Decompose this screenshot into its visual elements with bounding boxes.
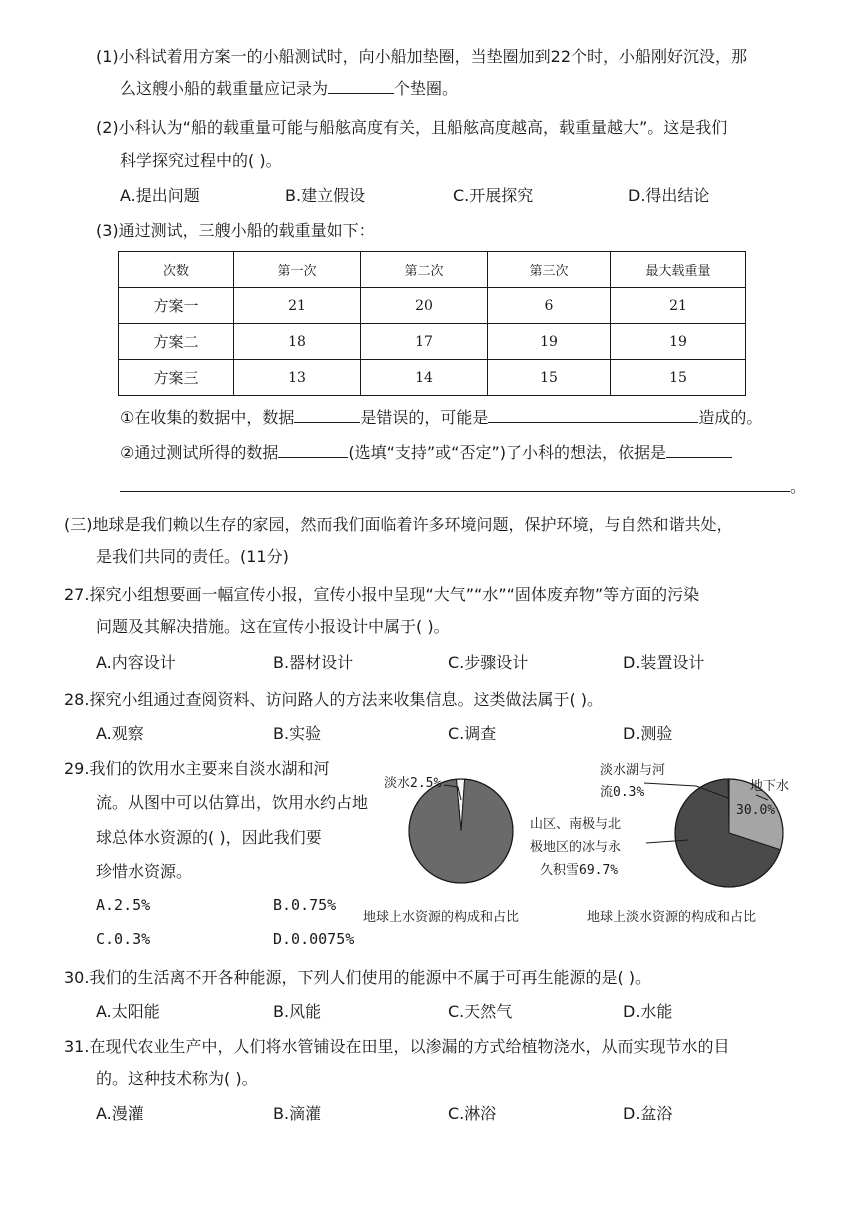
pie2-label-ice-3: 久积雪69.7% xyxy=(540,863,619,878)
q2-option-d[interactable]: D.得出结论 xyxy=(628,186,710,205)
q29-option-a[interactable]: A.2.5% xyxy=(96,896,151,914)
table-row xyxy=(119,288,746,324)
q31-option-d[interactable]: D.盆浴 xyxy=(623,1104,673,1123)
table-cell: 13 xyxy=(234,360,361,396)
table-cell: 21 xyxy=(234,288,361,324)
q3-sub2-text-b: (选填“支持”或“否定”)了小科的想法，依据是 xyxy=(348,443,667,462)
table-cell: 方案一 xyxy=(119,288,234,324)
q29-line2: 流。从图中可以估算出，饮用水约占地 xyxy=(96,793,369,812)
table-header-row xyxy=(119,252,746,288)
q3-sub2 xyxy=(120,440,732,463)
q30-line1: 30.我们的生活离不开各种能源，下列人们使用的能源中不属于可再生能源的是( )。 xyxy=(64,968,652,987)
table-header-cell: 第二次 xyxy=(361,252,488,288)
table-header-cell: 次数 xyxy=(119,252,234,288)
q28-option-c[interactable]: C.调查 xyxy=(448,724,497,743)
q30-option-c[interactable]: C.天然气 xyxy=(448,1002,513,1021)
q31-option-a[interactable]: A.漫灌 xyxy=(96,1104,144,1123)
section3-line1: (三)地球是我们赖以生存的家园，然而我们面临着许多环境问题，保护环境，与自然和谐共处， xyxy=(64,515,733,534)
pie2-title: 地球上淡水资源的构成和占比 xyxy=(587,910,757,925)
pie2-label-lake-river-1: 淡水湖与河 xyxy=(600,763,666,778)
q3-sub1-text-a: ①在收集的数据中，数据 xyxy=(120,408,295,427)
table-row xyxy=(119,360,746,396)
q3-reason-blank-2[interactable] xyxy=(120,477,790,492)
q2-option-b[interactable]: B.建立假设 xyxy=(285,186,366,205)
section3-line2: 是我们共同的责任。(11分) xyxy=(96,547,289,566)
q31-option-b[interactable]: B.滴灌 xyxy=(273,1104,322,1123)
q31-line2: 的。这种技术称为( )。 xyxy=(96,1069,258,1088)
q29-line4: 珍惜水资源。 xyxy=(96,862,193,881)
table-header-cell: 第三次 xyxy=(488,252,611,288)
q2-line2: 科学探究过程中的( )。 xyxy=(120,151,282,170)
q3-sub2-end: 。 xyxy=(790,477,807,496)
q29-option-b[interactable]: B.0.75% xyxy=(273,896,337,914)
table-cell: 6 xyxy=(488,288,611,324)
pie1-slice-label-fresh: 淡水2.5% xyxy=(384,776,442,791)
q28-option-a[interactable]: A.观察 xyxy=(96,724,144,743)
q2-option-a[interactable]: A.提出问题 xyxy=(120,186,200,205)
pie2-label-lake-river-2: 流0.3% xyxy=(600,785,645,800)
q28-option-d[interactable]: D.测验 xyxy=(623,724,673,743)
q3-reason-line xyxy=(120,474,806,497)
q1-line1: (1)小科试着用方案一的小船测试时，向小船加垫圈，当垫圈加到22个时，小船刚好沉没，那 xyxy=(96,47,748,66)
q30-option-d[interactable]: D.水能 xyxy=(623,1002,673,1021)
table-header-cell: 最大载重量 xyxy=(611,252,746,288)
pie2-label-ice-1: 山区、南极与北 xyxy=(530,817,622,832)
q27-option-b[interactable]: B.器材设计 xyxy=(273,653,354,672)
q3-sub1-text-c: 造成的。 xyxy=(698,408,763,427)
q2-option-c[interactable]: C.开展探究 xyxy=(453,186,534,205)
q27-option-a[interactable]: A.内容设计 xyxy=(96,653,176,672)
table-cell: 19 xyxy=(488,324,611,360)
q3-sub1-text-b: 是错误的，可能是 xyxy=(360,408,489,427)
q28-line1: 28.探究小组通过查阅资料、访问路人的方法来收集信息。这类做法属于( )。 xyxy=(64,690,604,709)
q31-line1: 31.在现代农业生产中，人们将水管铺设在田里，以渗漏的方式给植物浇水，从而实现节水的目 xyxy=(64,1037,730,1056)
table-cell: 15 xyxy=(611,360,746,396)
table-cell: 18 xyxy=(234,324,361,360)
pie2-label-groundwater-2: 30.0% xyxy=(736,803,776,818)
table-cell: 21 xyxy=(611,288,746,324)
q29-line1: 29.我们的饮用水主要来自淡水湖和河 xyxy=(64,759,330,778)
table-cell: 20 xyxy=(361,288,488,324)
q2-line1: (2)小科认为“船的载重量可能与船舷高度有关，且船舷高度越高，载重量越大”。这是我们 xyxy=(96,118,728,137)
q29-option-d[interactable]: D.0.0075% xyxy=(273,930,355,948)
table-cell: 19 xyxy=(611,324,746,360)
q27-option-d[interactable]: D.装置设计 xyxy=(623,653,705,672)
freshwater-resources-pie-chart xyxy=(528,756,828,904)
table-cell: 14 xyxy=(361,360,488,396)
q3-sub2-text-a: ②通过测试所得的数据 xyxy=(120,443,279,462)
results-table xyxy=(118,251,746,396)
table-cell: 17 xyxy=(361,324,488,360)
q30-option-a[interactable]: A.太阳能 xyxy=(96,1002,160,1021)
q3-support-blank[interactable] xyxy=(278,443,348,458)
q27-line1: 27.探究小组想要画一幅宣传小报，宣传小报中呈现“大气”“水”“固体废弃物”等方面的污染 xyxy=(64,585,700,604)
table-cell: 方案三 xyxy=(119,360,234,396)
q3-wrong-data-blank[interactable] xyxy=(294,408,360,423)
q30-option-b[interactable]: B.风能 xyxy=(273,1002,322,1021)
pie2-label-ice-2: 极地区的冰与永 xyxy=(530,840,622,855)
q3-cause-blank[interactable] xyxy=(488,408,698,423)
table-header-cell: 第一次 xyxy=(234,252,361,288)
q29-option-c[interactable]: C.0.3% xyxy=(96,930,151,948)
q31-option-c[interactable]: C.淋浴 xyxy=(448,1104,497,1123)
q29-line3: 球总体水资源的( )，因此我们要 xyxy=(96,828,322,847)
q28-option-b[interactable]: B.实验 xyxy=(273,724,322,743)
table-row xyxy=(119,324,746,360)
table-cell: 15 xyxy=(488,360,611,396)
q3-sub1 xyxy=(120,405,762,428)
q27-line2: 问题及其解决措施。这在宣传小报设计中属于( )。 xyxy=(96,617,450,636)
pie1-title: 地球上水资源的构成和占比 xyxy=(363,910,520,925)
pie2-label-groundwater-1: 地下水 xyxy=(750,779,790,794)
q1-answer-blank[interactable] xyxy=(328,79,394,94)
q27-option-c[interactable]: C.步骤设计 xyxy=(448,653,529,672)
q1-text-b: 个垫圈。 xyxy=(394,79,459,98)
q1-line2 xyxy=(120,76,458,99)
table-cell: 方案二 xyxy=(119,324,234,360)
q1-text-a: 么这艘小船的载重量应记录为 xyxy=(120,79,329,98)
q3-reason-blank[interactable] xyxy=(666,443,732,458)
q3-intro: (3)通过测试，三艘小船的载重量如下： xyxy=(96,221,375,240)
